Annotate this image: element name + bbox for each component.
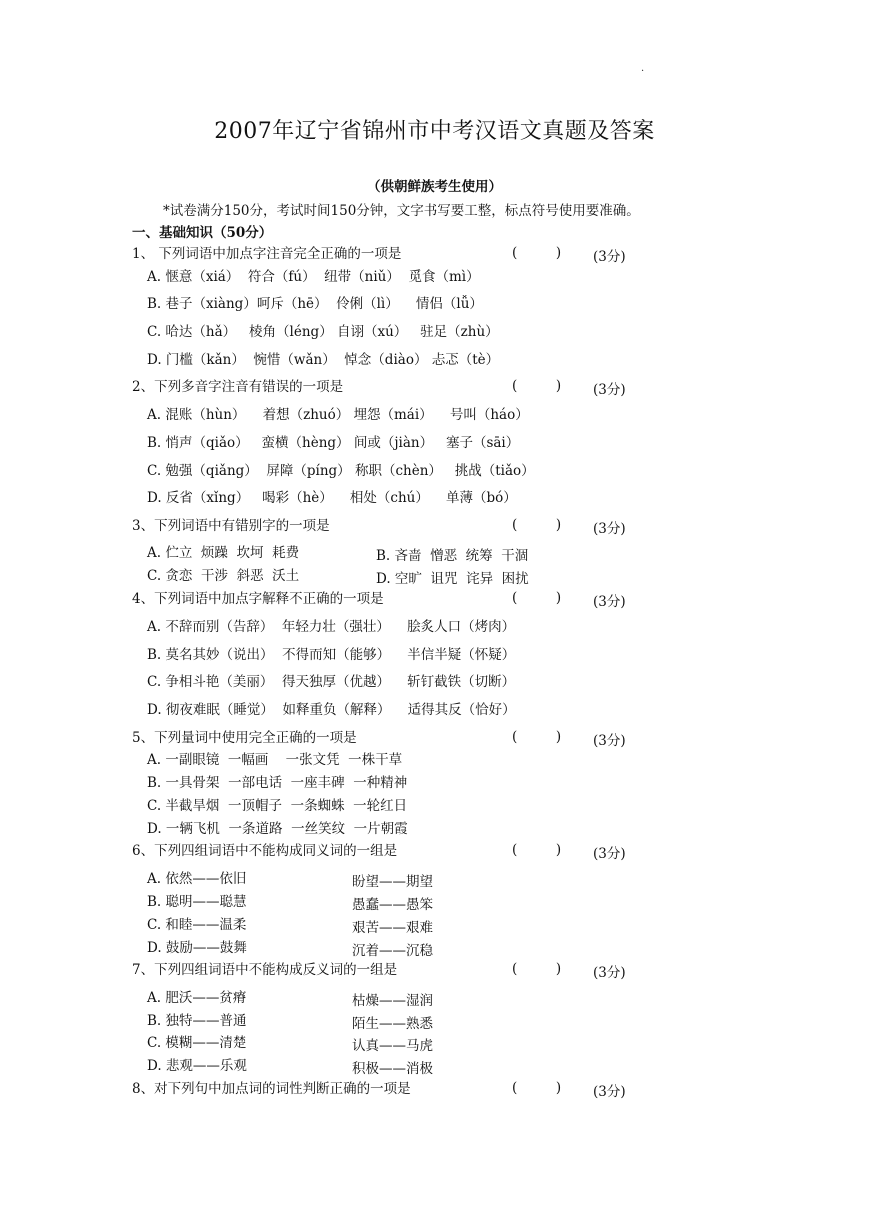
q7-option-d-left: D. 悲观——乐观 <box>147 1058 247 1074</box>
question-7-stem: 7、下列四组词语中不能构成反义词的一组是 <box>132 962 398 978</box>
score-8: (3分) <box>593 1084 626 1100</box>
question-2-stem: 2、下列多音字注音有错误的一项是 <box>132 379 344 395</box>
question-4-stem: 4、下列词语中加点字解释不正确的一项是 <box>132 591 384 607</box>
q6-option-a-left: A. 依然——依旧 <box>147 871 247 887</box>
q7-option-d-right: 积极——消极 <box>352 1061 433 1077</box>
page-subtitle: （供朝鲜族考生使用） <box>367 179 502 195</box>
question-5-stem: 5、下列量词中使用完全正确的一项是 <box>132 730 357 746</box>
score-3: (3分) <box>593 521 626 537</box>
answer-blank-2: ( ) <box>512 378 562 394</box>
page-title: 2007年辽宁省锦州市中考汉语文真题及答案 <box>214 119 655 144</box>
corner-mark: · <box>641 66 645 77</box>
q6-option-d-left: D. 鼓励——鼓舞 <box>147 940 247 956</box>
q5-option-d: D. 一辆飞机 一条道路 一丝笑纹 一片朝霞 <box>147 821 408 837</box>
answer-blank-3: ( ) <box>512 517 562 533</box>
q6-option-b-right: 愚蠢——愚笨 <box>352 897 433 913</box>
q7-option-c-right: 认真——马虎 <box>352 1038 433 1054</box>
q6-option-d-right: 沉着——沉稳 <box>352 943 433 959</box>
q2-option-b: B. 悄声（qiǎo） 蛮横（hèng） 间或（jiàn） 塞子（sāi） <box>147 435 520 451</box>
answer-blank-5: ( ) <box>512 729 562 745</box>
answer-blank-4: ( ) <box>512 590 562 606</box>
q2-option-d: D. 反省（xǐng） 喝彩（hè） 相处（chú） 单薄（bó） <box>147 490 517 506</box>
q3-option-d: D. 空旷 诅咒 诧异 困扰 <box>376 571 529 587</box>
q7-option-a-left: A. 肥沃——贫瘠 <box>147 990 247 1006</box>
score-4: (3分) <box>593 594 626 610</box>
q5-option-c: C. 半截旱烟 一顶帽子 一条蜘蛛 一轮红日 <box>147 798 408 814</box>
q6-option-c-right: 艰苦——艰难 <box>352 920 433 936</box>
question-3-stem: 3、下列词语中有错别字的一项是 <box>132 518 330 534</box>
q6-option-b-left: B. 聪明——聪慧 <box>147 894 247 910</box>
score-2: (3分) <box>593 382 626 398</box>
question-1-stem: 1、 下列词语中加点字注音完全正确的一项是 <box>132 246 402 262</box>
q1-option-b: B. 巷子（xiàng）呵斥（hē） 伶俐（lì） 情侣（lǚ） <box>147 296 483 312</box>
section-heading: 一、基础知识（50分） <box>132 225 273 241</box>
question-8-stem: 8、对下列句中加点词的词性判断正确的一项是 <box>132 1081 411 1097</box>
q5-option-a: A. 一副眼镜 一幅画 一张文凭 一株干草 <box>147 752 403 768</box>
q4-option-d: D. 彻夜难眠（睡觉） 如释重负（解释） 适得其反（恰好） <box>147 702 516 718</box>
instruction: *试卷满分150分，考试时间150分钟，文字书写要工整，标点符号使用要准确。 <box>163 203 640 219</box>
q1-option-d: D. 门槛（kǎn） 惋惜（wǎn） 悼念（diào） 忐忑（tè） <box>147 352 500 368</box>
q7-option-b-right: 陌生——熟悉 <box>352 1016 433 1032</box>
q7-option-a-right: 枯燥——湿润 <box>352 993 433 1009</box>
score-7: (3分) <box>593 965 626 981</box>
answer-blank-7: ( ) <box>512 961 562 977</box>
q7-option-c-left: C. 模糊——清楚 <box>147 1035 247 1051</box>
answer-blank-6: ( ) <box>512 842 562 858</box>
q3-option-b: B. 吝啬 憎恶 统筹 干涸 <box>376 548 529 564</box>
q4-option-c: C. 争相斗艳（美丽） 得天独厚（优越） 斩钉截铁（切断） <box>147 674 516 690</box>
q1-option-a: A. 惬意（xiá） 符合（fú） 纽带（niǔ） 觅食（mì） <box>147 269 480 285</box>
score-1: (3分) <box>593 249 626 265</box>
q3-option-c: C. 贪恋 干涉 斜恶 沃土 <box>147 568 300 584</box>
q4-option-a: A. 不辞而别（告辞） 年轻力壮（强壮） 脍炙人口（烤肉） <box>147 619 516 635</box>
q1-option-c: C. 哈达（hǎ） 棱角（léng） 自诩（xú） 驻足（zhù） <box>147 324 499 340</box>
score-5: (3分) <box>593 733 626 749</box>
score-6: (3分) <box>593 846 626 862</box>
q6-option-c-left: C. 和睦——温柔 <box>147 917 247 933</box>
q4-option-b: B. 莫名其妙（说出） 不得而知（能够） 半信半疑（怀疑） <box>147 647 516 663</box>
q3-option-a: A. 伫立 烦躁 坎坷 耗费 <box>147 545 300 561</box>
q7-option-b-left: B. 独特——普通 <box>147 1013 247 1029</box>
q2-option-c: C. 勉强（qiǎng） 屏障（píng） 称职（chèn） 挑战（tiǎo） <box>147 463 535 479</box>
q5-option-b: B. 一具骨架 一部电话 一座丰碑 一种精神 <box>147 775 408 791</box>
question-6-stem: 6、下列四组词语中不能构成同义词的一组是 <box>132 843 398 859</box>
answer-blank-8: ( ) <box>512 1080 562 1096</box>
q6-option-a-right: 盼望——期望 <box>352 874 433 890</box>
q2-option-a: A. 混账（hùn） 着想（zhuó） 埋怨（mái） 号叫（háo） <box>147 407 529 423</box>
answer-blank-1: ( ) <box>512 245 562 261</box>
